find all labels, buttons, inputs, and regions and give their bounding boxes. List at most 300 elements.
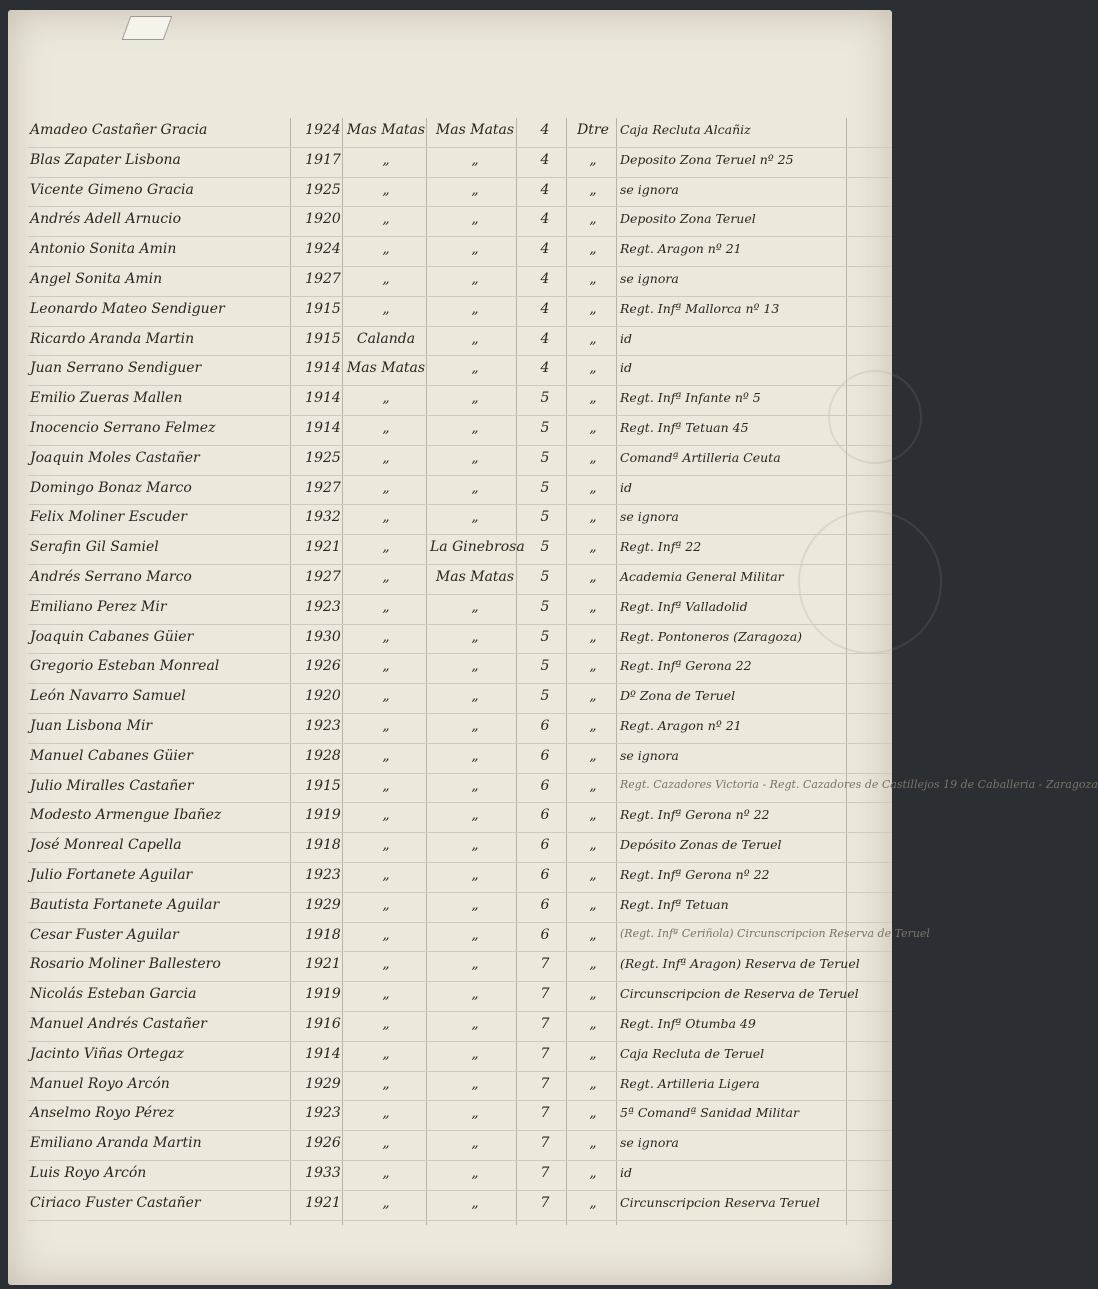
- ruled-line: [28, 922, 892, 923]
- group-number: 4: [540, 300, 550, 317]
- person-name: Luis Royo Arcón: [30, 1165, 147, 1181]
- destination: Comandª Artilleria Ceuta: [620, 449, 781, 465]
- residence: „: [471, 747, 479, 764]
- residence: „: [471, 926, 479, 943]
- group-number: 7: [540, 1045, 550, 1062]
- ruled-line: [28, 951, 892, 952]
- residence: „: [471, 241, 479, 258]
- table-row: [8, 386, 892, 415]
- birth-year: 1914: [305, 390, 341, 407]
- group-number: 6: [540, 807, 550, 824]
- group-number: 7: [540, 1135, 550, 1152]
- ruled-line: [28, 624, 892, 625]
- birthplace: „: [382, 807, 390, 824]
- birth-year: 1920: [305, 688, 341, 705]
- group-number: 7: [540, 1194, 550, 1211]
- birthplace: „: [382, 718, 390, 734]
- birthplace: „: [382, 867, 390, 883]
- district: „: [589, 926, 597, 943]
- ruled-line: [28, 683, 892, 684]
- birthplace: „: [382, 509, 390, 526]
- destination: Deposito Zona Teruel nº 25: [620, 151, 794, 167]
- residence: „: [471, 181, 479, 198]
- person-name: Emilio Zueras Mallen: [30, 390, 183, 407]
- group-number: 4: [540, 151, 550, 168]
- ruled-line: [28, 773, 892, 774]
- birth-year: 1914: [305, 1045, 341, 1062]
- district: „: [589, 569, 597, 585]
- group-number: 5: [540, 479, 550, 496]
- group-number: 5: [540, 569, 550, 585]
- group-number: 4: [540, 360, 550, 377]
- group-number: 6: [540, 718, 550, 734]
- birth-year: 1915: [305, 330, 341, 347]
- table-row: [8, 863, 892, 892]
- birthplace: „: [382, 449, 390, 466]
- person-name: Amadeo Castañer Gracia: [30, 122, 208, 138]
- birth-year: 1926: [305, 658, 341, 675]
- person-name: Cesar Fuster Aguilar: [30, 926, 179, 943]
- group-number: 5: [540, 390, 550, 407]
- destination: Circunscripcion de Reserva de Teruel: [620, 986, 859, 1002]
- group-number: 7: [540, 1016, 550, 1032]
- birth-year: 1927: [305, 271, 341, 287]
- ruled-line: [28, 862, 892, 863]
- ruled-line: [28, 147, 892, 148]
- residence: „: [471, 777, 479, 794]
- person-name: León Navarro Samuel: [30, 688, 186, 705]
- table-row: [8, 595, 892, 624]
- group-number: 5: [540, 509, 550, 526]
- table-row: [8, 893, 892, 922]
- table-row: [8, 654, 892, 683]
- birth-year: 1915: [305, 777, 341, 794]
- residence: „: [471, 1075, 479, 1092]
- destination: se ignora: [620, 509, 679, 525]
- group-number: 4: [540, 122, 550, 138]
- birthplace: Mas Matas: [346, 122, 426, 138]
- birth-year: 1926: [305, 1135, 341, 1152]
- person-name: Juan Lisbona Mir: [30, 718, 153, 734]
- district: „: [589, 151, 597, 168]
- district: „: [589, 628, 597, 645]
- ruled-line: [28, 1220, 892, 1221]
- table-row: [8, 505, 892, 534]
- birthplace: „: [382, 271, 390, 287]
- birth-year: 1923: [305, 1105, 341, 1122]
- group-number: 6: [540, 896, 550, 913]
- group-number: 6: [540, 777, 550, 794]
- birth-year: 1921: [305, 956, 341, 973]
- district: „: [589, 300, 597, 317]
- group-number: 4: [540, 271, 550, 287]
- table-row: [8, 565, 892, 594]
- birth-year: 1925: [305, 181, 341, 198]
- residence: „: [471, 1045, 479, 1062]
- district: „: [589, 1165, 597, 1181]
- person-name: Rosario Moliner Ballestero: [30, 956, 221, 973]
- person-name: Felix Moliner Escuder: [30, 509, 187, 526]
- person-name: Manuel Cabanes Güier: [30, 747, 193, 764]
- person-name: Emiliano Perez Mir: [30, 598, 167, 615]
- birth-year: 1932: [305, 509, 341, 526]
- birthplace: „: [382, 1135, 390, 1152]
- district: „: [589, 1194, 597, 1211]
- person-name: Blas Zapater Lisbona: [30, 151, 181, 168]
- ruled-line: [28, 1011, 892, 1012]
- person-name: José Monreal Capella: [30, 837, 182, 854]
- residence: „: [471, 1105, 479, 1122]
- residence: „: [471, 1194, 479, 1211]
- table-row: [8, 1072, 892, 1101]
- residence: Mas Matas: [435, 569, 515, 585]
- birth-year: 1928: [305, 747, 341, 764]
- destination: Regt. Infª Gerona nº 22: [620, 867, 770, 882]
- person-name: Ricardo Aranda Martin: [30, 330, 195, 347]
- group-number: 4: [540, 181, 550, 198]
- table-row: [8, 476, 892, 505]
- folded-corner: [122, 16, 173, 40]
- birthplace: „: [382, 181, 390, 198]
- birthplace: „: [382, 420, 390, 436]
- birth-year: 1921: [305, 539, 341, 556]
- birth-year: 1914: [305, 420, 341, 436]
- district: „: [589, 658, 597, 675]
- residence: „: [471, 271, 479, 287]
- group-number: 7: [540, 1075, 550, 1092]
- birth-year: 1924: [305, 241, 341, 258]
- birthplace: „: [382, 1194, 390, 1211]
- group-number: 4: [540, 241, 550, 258]
- residence: „: [471, 330, 479, 347]
- table-row: [8, 1191, 892, 1220]
- residence: „: [471, 1165, 479, 1181]
- table-row: [8, 1131, 892, 1160]
- group-number: 4: [540, 211, 550, 228]
- table-row: [8, 297, 892, 326]
- birthplace: „: [382, 241, 390, 258]
- destination: Deposito Zona Teruel: [620, 211, 756, 227]
- birthplace: „: [382, 658, 390, 675]
- birth-year: 1918: [305, 837, 341, 854]
- birth-year: 1919: [305, 807, 341, 824]
- residence: „: [471, 479, 479, 496]
- person-name: Leonardo Mateo Sendiguer: [30, 300, 225, 317]
- birthplace: „: [382, 598, 390, 615]
- table-row: [8, 774, 1098, 803]
- district: „: [589, 181, 597, 198]
- birth-year: 1927: [305, 479, 341, 496]
- table-row: [8, 684, 892, 713]
- ruled-line: [28, 534, 892, 535]
- district: „: [589, 1045, 597, 1062]
- ruled-line: [28, 564, 892, 565]
- group-number: 7: [540, 1165, 550, 1181]
- residence: „: [471, 807, 479, 824]
- district: „: [589, 688, 597, 705]
- ruled-line: [28, 296, 892, 297]
- group-number: 5: [540, 449, 550, 466]
- birth-year: 1916: [305, 1016, 341, 1032]
- residence: „: [471, 986, 479, 1003]
- person-name: Inocencio Serrano Felmez: [30, 420, 216, 436]
- person-name: Emiliano Aranda Martin: [30, 1135, 202, 1152]
- group-number: 6: [540, 867, 550, 883]
- birthplace: „: [382, 1016, 390, 1032]
- birthplace: „: [382, 837, 390, 854]
- birthplace: Calanda: [356, 330, 416, 347]
- district: „: [589, 509, 597, 526]
- person-name: Nicolás Esteban Garcia: [30, 986, 197, 1003]
- group-number: 5: [540, 420, 550, 436]
- birthplace: „: [382, 777, 390, 794]
- district: „: [589, 986, 597, 1003]
- group-number: 5: [540, 658, 550, 675]
- table-row: [8, 237, 892, 266]
- destination: se ignora: [620, 271, 679, 286]
- ruled-line: [28, 504, 892, 505]
- birth-year: 1919: [305, 986, 341, 1003]
- birthplace: „: [382, 628, 390, 645]
- table-row: [8, 1042, 892, 1071]
- person-name: Julio Fortanete Aguilar: [30, 867, 193, 883]
- table-row: [8, 1161, 892, 1190]
- ruled-line: [28, 832, 892, 833]
- destination: Circunscripcion Reserva Teruel: [620, 1194, 820, 1210]
- district: „: [589, 837, 597, 854]
- birth-year: 1914: [305, 360, 341, 377]
- district: „: [589, 271, 597, 287]
- group-number: 5: [540, 598, 550, 615]
- person-name: Andrés Adell Arnucio: [30, 211, 182, 228]
- birth-year: 1915: [305, 300, 341, 317]
- birth-year: 1920: [305, 211, 341, 228]
- table-row: [8, 118, 892, 147]
- destination: Regt. Pontoneros (Zaragoza): [620, 628, 803, 644]
- district: „: [589, 1075, 597, 1092]
- ruled-line: [28, 415, 892, 416]
- group-number: 6: [540, 747, 550, 764]
- residence: „: [471, 390, 479, 407]
- district: „: [589, 360, 597, 377]
- group-number: 7: [540, 986, 550, 1003]
- group-number: 6: [540, 837, 550, 854]
- birthplace: „: [382, 1075, 390, 1092]
- group-number: 7: [540, 956, 550, 973]
- ruled-line: [28, 981, 892, 982]
- destination: Regt. Infª Tetuan: [620, 896, 729, 912]
- person-name: Ciriaco Fuster Castañer: [30, 1194, 201, 1211]
- residence: „: [471, 688, 479, 705]
- table-row: [8, 207, 892, 236]
- group-number: 4: [540, 330, 550, 347]
- destination: Regt. Infª Otumba 49: [620, 1016, 756, 1031]
- person-name: Vicente Gimeno Gracia: [30, 181, 194, 198]
- district: „: [589, 449, 597, 466]
- ruled-line: [28, 1071, 892, 1072]
- residence: „: [471, 151, 479, 168]
- district: „: [589, 539, 597, 556]
- person-name: Manuel Royo Arcón: [30, 1075, 170, 1092]
- ruled-line: [28, 445, 892, 446]
- birthplace: „: [382, 479, 390, 496]
- district: „: [589, 420, 597, 436]
- district: „: [589, 1135, 597, 1152]
- residence: „: [471, 1135, 479, 1152]
- birthplace: „: [382, 1165, 390, 1181]
- ruled-line: [28, 355, 892, 356]
- destination: (Regt. Infª Aragon) Reserva de Teruel: [620, 956, 860, 972]
- birth-year: 1923: [305, 598, 341, 615]
- destination: 5ª Comandª Sanidad Militar: [620, 1105, 799, 1121]
- district: „: [589, 598, 597, 615]
- destination: Caja Recluta de Teruel: [620, 1045, 765, 1061]
- person-name: Julio Miralles Castañer: [30, 777, 194, 794]
- residence: La Ginebrosa: [430, 539, 525, 556]
- table-row: [8, 356, 892, 385]
- birthplace: „: [382, 986, 390, 1003]
- destination: id: [620, 360, 632, 376]
- birthplace: „: [382, 926, 390, 943]
- birth-year: 1923: [305, 867, 341, 883]
- destination: Regt. Aragon nº 21: [620, 718, 742, 733]
- group-number: 5: [540, 539, 550, 556]
- district: „: [589, 211, 597, 228]
- person-name: Serafin Gil Samiel: [30, 539, 159, 556]
- birth-year: 1917: [305, 151, 341, 168]
- birthplace: „: [382, 539, 390, 556]
- district: „: [589, 241, 597, 258]
- person-name: Jacinto Viñas Ortegaz: [30, 1045, 184, 1062]
- group-number: 7: [540, 1105, 550, 1122]
- table-row: [8, 833, 892, 862]
- district: „: [589, 896, 597, 913]
- district: „: [589, 390, 597, 407]
- ruled-line: [28, 326, 892, 327]
- person-name: Juan Serrano Sendiguer: [30, 360, 202, 377]
- destination: id: [620, 479, 632, 495]
- birthplace: „: [382, 1105, 390, 1122]
- destination: Regt. Cazadores Victoria - Regt. Cazadores de Castillejos 19 de Caballeria - Zaragoza: [620, 777, 1098, 791]
- table-row: [8, 982, 892, 1011]
- ruled-line: [28, 802, 892, 803]
- district: „: [589, 718, 597, 734]
- residence: „: [471, 1016, 479, 1032]
- destination: Regt. Infª Valladolid: [620, 598, 748, 614]
- district: „: [589, 330, 597, 347]
- birthplace: „: [382, 390, 390, 407]
- ruled-line: [28, 594, 892, 595]
- residence: „: [471, 718, 479, 734]
- destination: Dº Zona de Teruel: [620, 688, 736, 704]
- birth-year: 1930: [305, 628, 341, 645]
- group-number: 6: [540, 926, 550, 943]
- table-row: [8, 714, 892, 743]
- destination: Depósito Zonas de Teruel: [620, 837, 782, 853]
- person-name: Modesto Armengue Ibañez: [30, 807, 222, 824]
- table-row: [8, 446, 892, 475]
- birthplace: „: [382, 300, 390, 317]
- ruled-line: [28, 713, 892, 714]
- ruled-line: [28, 1041, 892, 1042]
- destination: id: [620, 1165, 632, 1180]
- table-row: [8, 148, 892, 177]
- residence: „: [471, 598, 479, 615]
- birth-year: 1918: [305, 926, 341, 943]
- residence: „: [471, 628, 479, 645]
- person-name: Domingo Bonaz Marco: [30, 479, 192, 496]
- birth-year: 1929: [305, 896, 341, 913]
- residence: Mas Matas: [435, 122, 515, 138]
- person-name: Manuel Andrés Castañer: [30, 1016, 207, 1032]
- group-number: 5: [540, 628, 550, 645]
- district: „: [589, 777, 597, 794]
- ruled-line: [28, 653, 892, 654]
- table-row: [8, 1012, 892, 1041]
- destination: (Regt. Infª Ceriñola) Circunscripcion Reserva de Teruel: [620, 926, 930, 940]
- person-name: Joaquin Moles Castañer: [30, 449, 200, 466]
- table-row: [8, 327, 892, 356]
- destination: Regt. Aragon nº 21: [620, 241, 742, 257]
- destination: Regt. Infª Mallorca nº 13: [620, 300, 780, 316]
- person-name: Angel Sonita Amin: [30, 271, 163, 287]
- destination: Regt. Infª Gerona 22: [620, 658, 752, 674]
- district: „: [589, 867, 597, 883]
- birth-year: 1927: [305, 569, 341, 585]
- residence: „: [471, 211, 479, 228]
- district: „: [589, 807, 597, 824]
- ruled-line: [28, 892, 892, 893]
- ruled-line: [28, 1100, 892, 1101]
- residence: „: [471, 509, 479, 526]
- birth-year: 1929: [305, 1075, 341, 1092]
- ruled-line: [28, 206, 892, 207]
- person-name: Antonio Sonita Amin: [30, 241, 177, 258]
- ruled-line: [28, 177, 892, 178]
- destination: Regt. Infª Infante nº 5: [620, 390, 761, 406]
- residence: „: [471, 420, 479, 436]
- ruled-line: [28, 1130, 892, 1131]
- birthplace: „: [382, 569, 390, 585]
- ruled-line: [28, 1190, 892, 1191]
- residence: „: [471, 956, 479, 973]
- district: „: [589, 479, 597, 496]
- destination: Caja Recluta Alcañiz: [620, 122, 751, 137]
- destination: se ignora: [620, 181, 679, 197]
- birth-year: 1923: [305, 718, 341, 734]
- ledger-page: [8, 10, 1098, 1285]
- birth-year: 1924: [305, 122, 341, 138]
- birthplace: „: [382, 747, 390, 764]
- table-row: [8, 178, 892, 207]
- birthplace: Mas Matas: [346, 360, 426, 377]
- person-name: Anselmo Royo Pérez: [30, 1105, 175, 1122]
- table-row: [8, 416, 892, 445]
- ruled-line: [28, 385, 892, 386]
- table-row: [8, 803, 892, 832]
- residence: „: [471, 867, 479, 883]
- destination: Regt. Infª Tetuan 45: [620, 420, 749, 435]
- destination: Regt. Infª Gerona nº 22: [620, 807, 770, 823]
- destination: Regt. Artilleria Ligera: [620, 1075, 760, 1091]
- birthplace: „: [382, 688, 390, 705]
- residence: „: [471, 449, 479, 466]
- ruled-line: [28, 475, 892, 476]
- destination: se ignora: [620, 747, 679, 763]
- table-row: [8, 535, 892, 564]
- district: „: [589, 1016, 597, 1032]
- table-row: [8, 625, 892, 654]
